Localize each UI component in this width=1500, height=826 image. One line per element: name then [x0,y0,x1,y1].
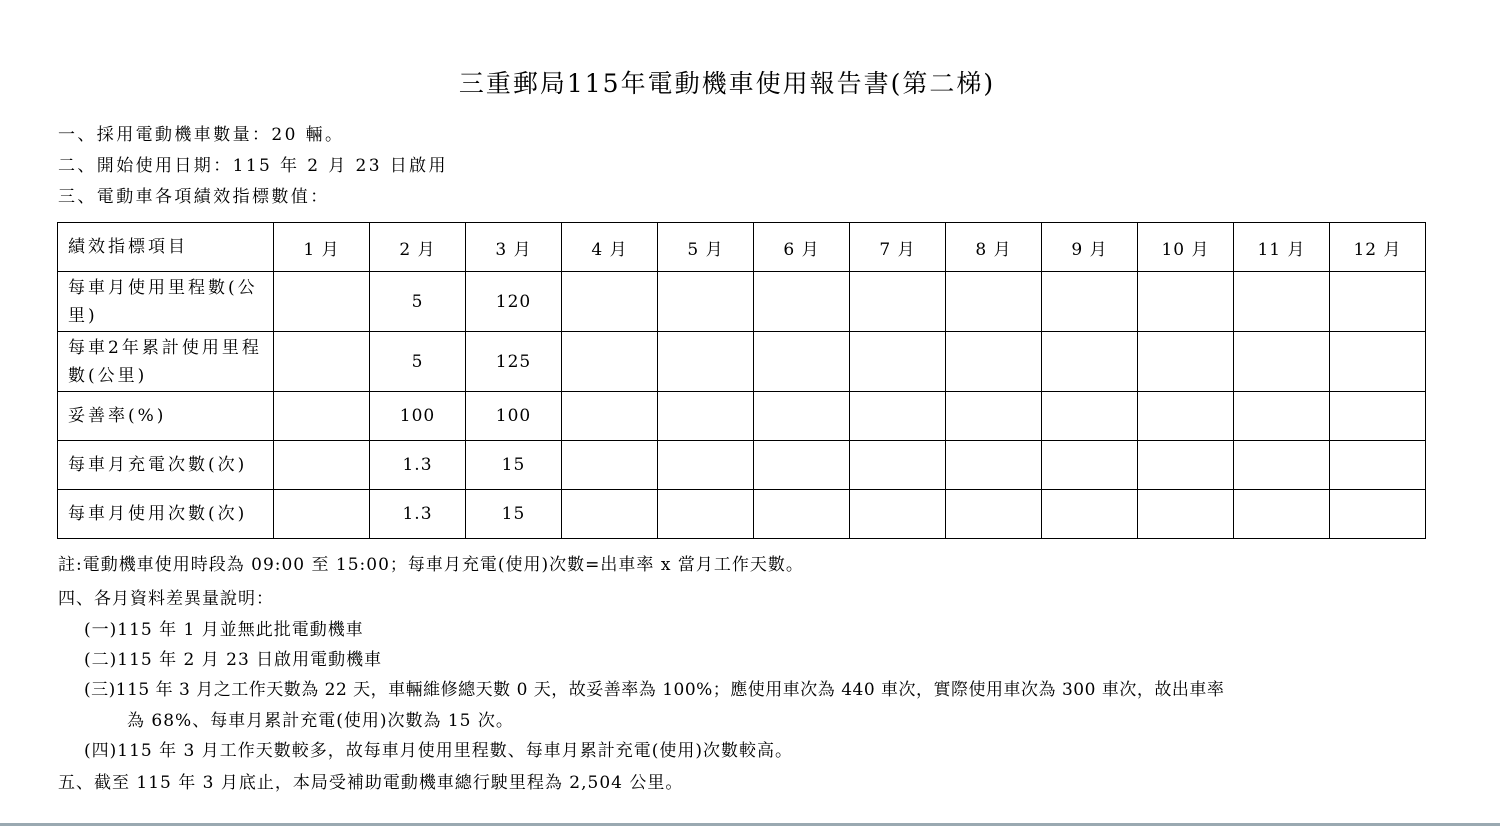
header-cell: 5 月 [658,223,754,272]
table-cell [754,272,850,332]
table-cell [850,332,946,392]
table-cell [1234,272,1330,332]
table-cell [1138,332,1234,392]
section-three-kpi-heading: 三、電動車各項績效指標數值： [58,187,330,207]
table-cell [850,441,946,490]
table-cell [946,332,1042,392]
row-label: 每車2年累計使用里程數(公里) [58,332,274,392]
table-cell [1042,272,1138,332]
row-label: 每車月使用次數(次) [58,490,274,539]
header-cell: 12 月 [1330,223,1426,272]
section-one-vehicle-count: 一、採用電動機車數量：20 輛。 [58,125,345,145]
header-cell: 3 月 [466,223,562,272]
table-cell: 120 [466,272,562,332]
table-cell [946,272,1042,332]
table-cell: 1.3 [370,490,466,539]
table-cell: 15 [466,490,562,539]
table-cell [658,272,754,332]
table-cell [658,332,754,392]
table-cell [754,441,850,490]
header-cell: 10 月 [1138,223,1234,272]
section-four-item-3: (三)115 年 3 月之工作天數為 22 天，車輛維修總天數 0 天，故妥善率為 100%；應使用車次為 440 車次，實際使用車次為 300 車次，故出車率 [84,680,1225,700]
table-cell [754,332,850,392]
table-cell [946,392,1042,441]
section-four-item-1: (一)115 年 1 月並無此批電動機車 [84,620,364,640]
table-cell [1138,392,1234,441]
table-cell: 15 [466,441,562,490]
table-cell [1330,332,1426,392]
table-cell [1042,332,1138,392]
table-cell [1042,441,1138,490]
table-cell [1234,392,1330,441]
header-cell: 6 月 [754,223,850,272]
report-title: 三重郵局115年電動機車使用報告書(第二梯) [458,69,996,98]
header-cell: 4 月 [562,223,658,272]
section-five-total-mileage: 五、截至 115 年 3 月底止，本局受補助電動機車總行駛里程為 2,504 公里。 [58,773,684,793]
table-row [58,332,1426,392]
table-cell [1234,332,1330,392]
row-label: 妥善率(%) [58,392,274,441]
section-four-item-3-cont: 為 68%、每車月累計充電(使用)次數為 15 次。 [127,711,514,731]
table-header-row [58,223,1426,272]
table-cell: 5 [370,272,466,332]
table-cell [1330,392,1426,441]
row-label: 每車月使用里程數(公里) [58,272,274,332]
table-cell [562,272,658,332]
table-cell [562,441,658,490]
table-cell [1042,392,1138,441]
row-label: 每車月充電次數(次) [58,441,274,490]
table-row [58,490,1426,539]
table-cell: 5 [370,332,466,392]
table-cell [1138,272,1234,332]
table-cell: 100 [466,392,562,441]
table-cell [658,441,754,490]
table-cell [274,490,370,539]
table-cell [850,490,946,539]
header-cell: 績效指標項目 [58,223,274,272]
table-cell: 125 [466,332,562,392]
table-cell [1234,441,1330,490]
table-cell [946,441,1042,490]
table-cell [1234,490,1330,539]
table-cell [274,332,370,392]
table-cell [1330,441,1426,490]
section-two-start-date: 二、開始使用日期：115 年 2 月 23 日啟用 [58,156,448,176]
table-cell [274,392,370,441]
section-four-heading: 四、各月資料差異量說明： [58,589,274,609]
section-four-item-2: (二)115 年 2 月 23 日啟用電動機車 [84,650,383,670]
table-cell: 100 [370,392,466,441]
section-four-item-4: (四)115 年 3 月工作天數較多，故每車月使用里程數、每車月累計充電(使用)次數較高。 [84,741,794,761]
table-cell [274,272,370,332]
table-cell [658,490,754,539]
table-cell [562,490,658,539]
table-cell [1042,490,1138,539]
header-cell: 8 月 [946,223,1042,272]
header-cell: 9 月 [1042,223,1138,272]
table-cell [274,441,370,490]
table-cell [850,272,946,332]
table-cell: 1.3 [370,441,466,490]
table-row [58,441,1426,490]
table-cell [850,392,946,441]
table-cell [1330,490,1426,539]
table-cell [562,392,658,441]
table-row [58,392,1426,441]
table-cell [1138,490,1234,539]
table-note: 註:電動機車使用時段為 09:00 至 15:00；每車月充電(使用)次數=出車率 x 當月工作天數。 [58,555,804,575]
header-cell: 1 月 [274,223,370,272]
table-cell [754,392,850,441]
header-cell: 2 月 [370,223,466,272]
table-cell [658,392,754,441]
table-cell [1138,441,1234,490]
table-cell [562,332,658,392]
table-cell [946,490,1042,539]
table-cell [754,490,850,539]
kpi-table [57,222,1426,539]
table-cell [1330,272,1426,332]
table-row [58,272,1426,332]
header-cell: 11 月 [1234,223,1330,272]
header-cell: 7 月 [850,223,946,272]
